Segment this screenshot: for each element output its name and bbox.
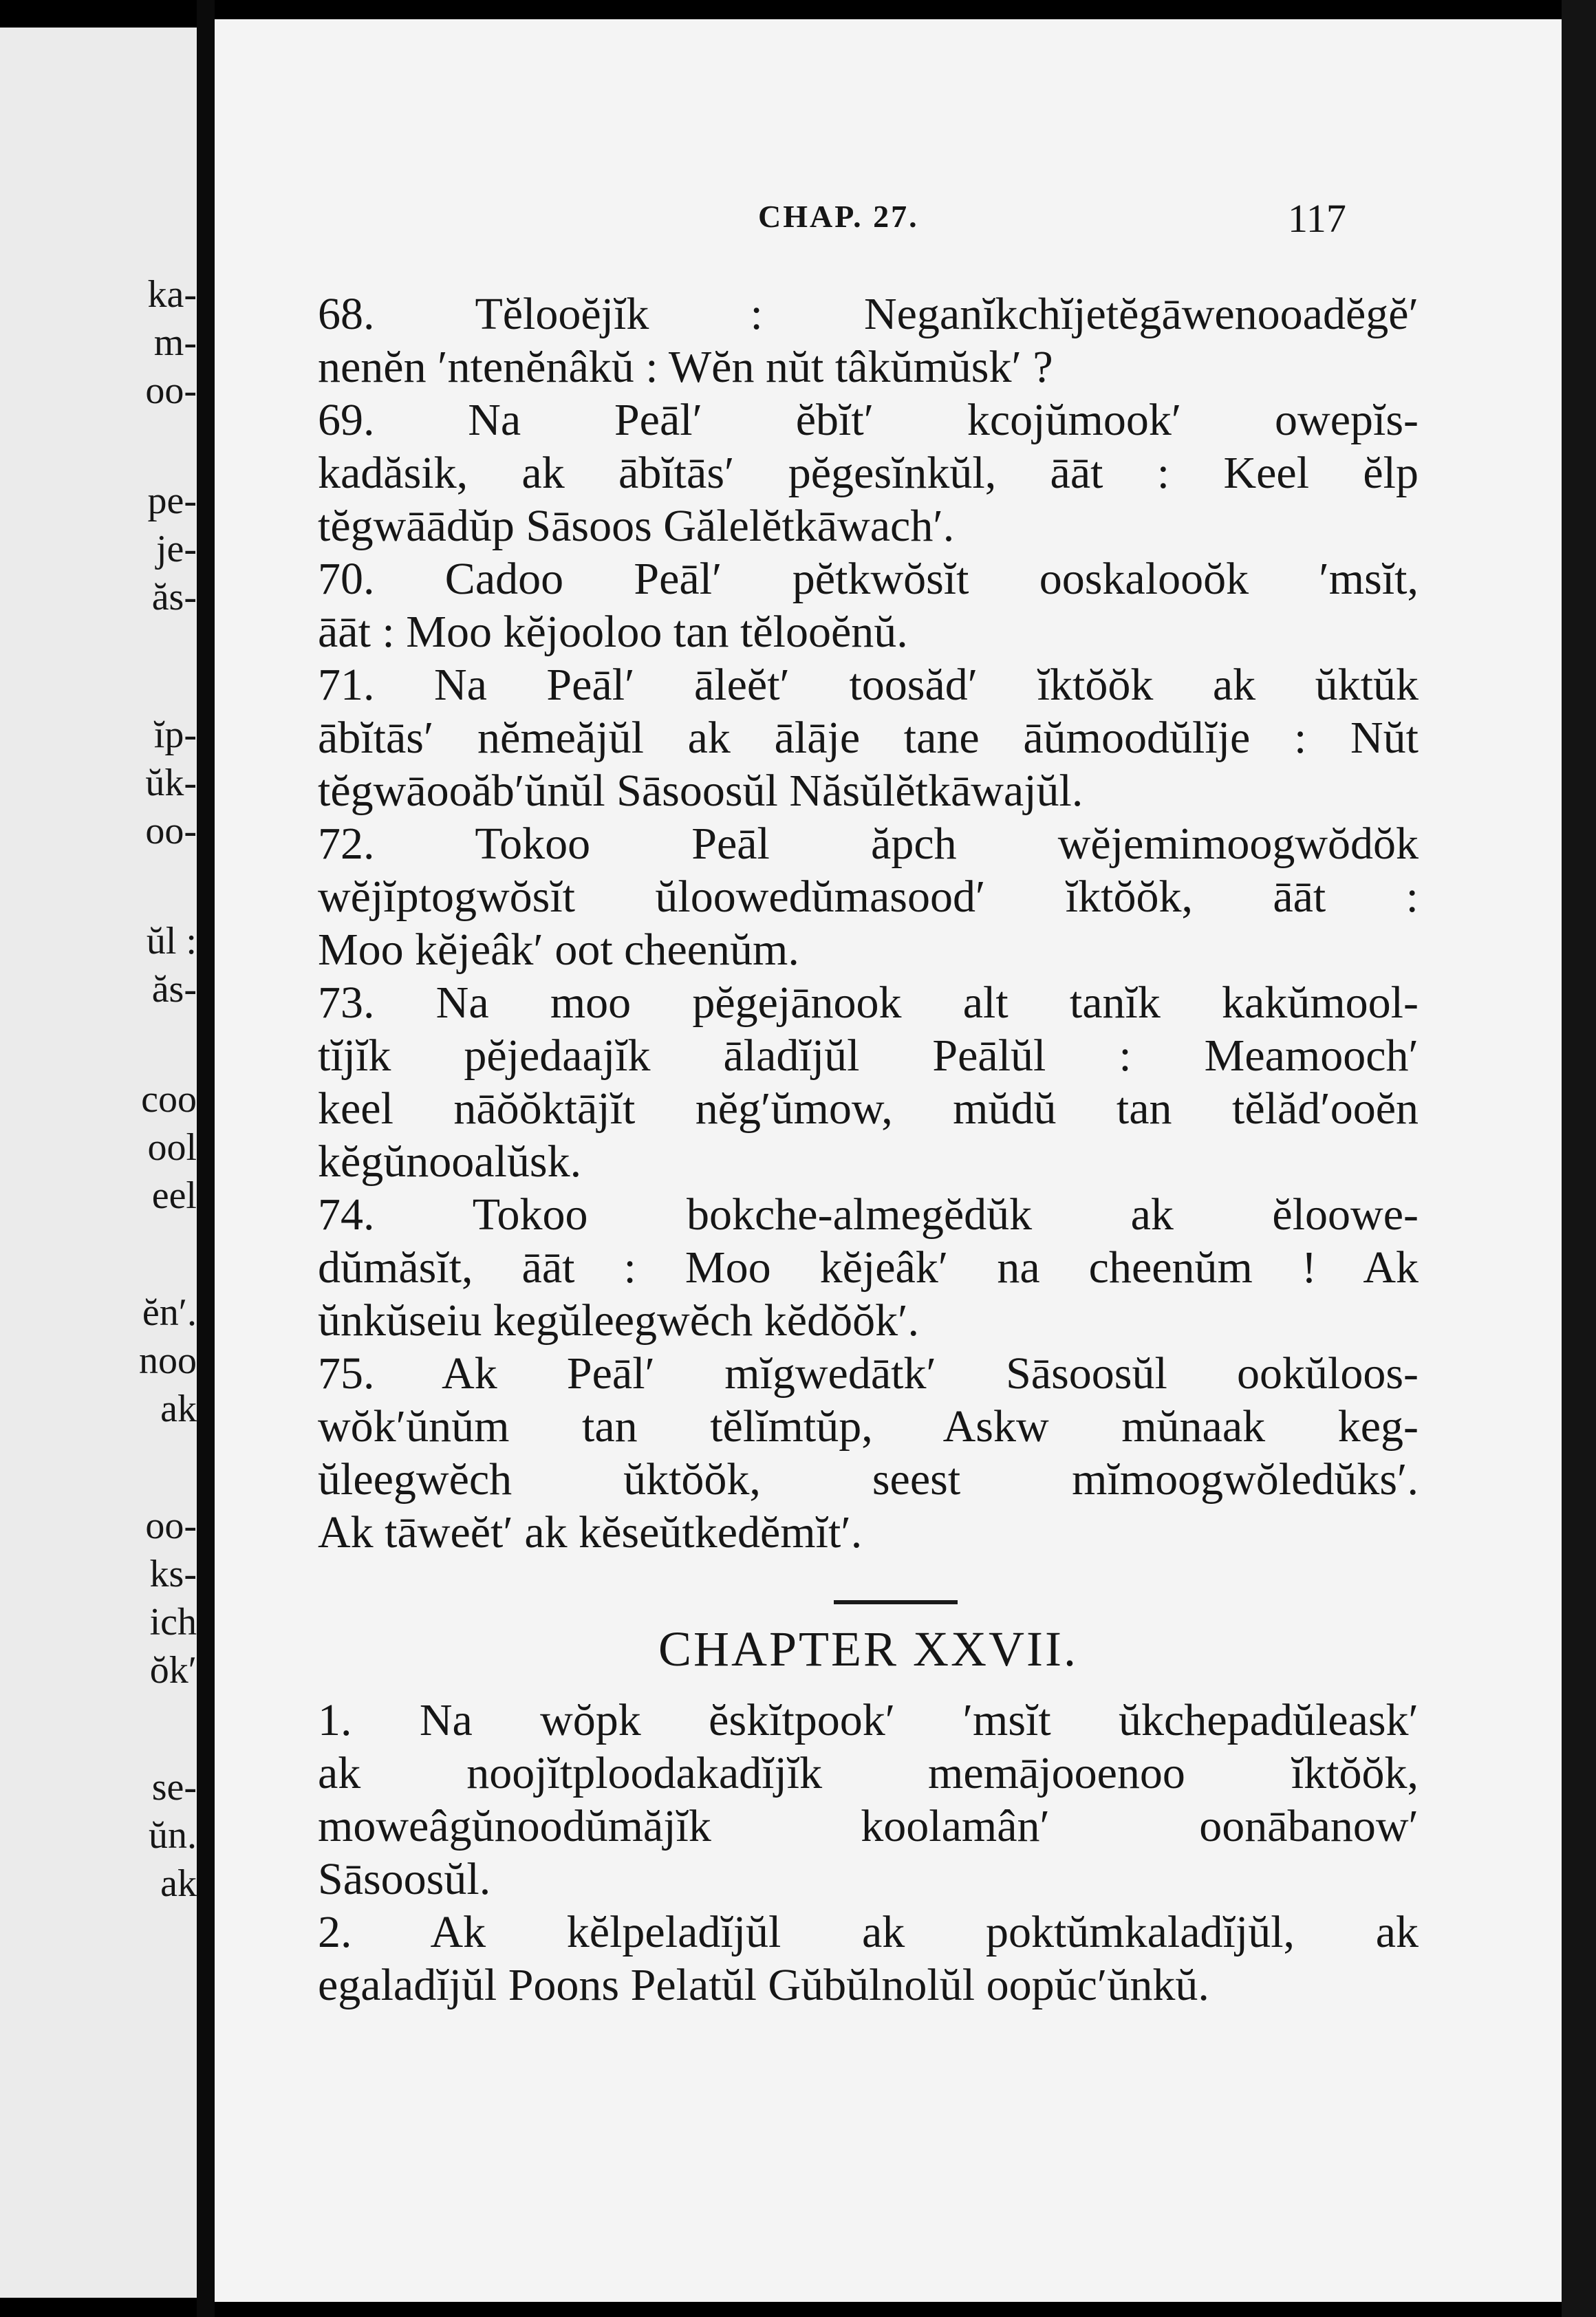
facing-page-word-fragment: ŭl : [146, 920, 197, 962]
verse-line: ŭleegwĕch ŭktŏŏk, seest mĭmoogwŏledŭks′. [318, 1454, 1419, 1505]
verse-paragraph [318, 552, 1419, 658]
verse-paragraph [318, 817, 1419, 976]
text-block [318, 288, 1419, 2012]
verse-paragraph [318, 658, 1419, 817]
facing-page-word-fragment: ăs- [151, 968, 197, 1011]
facing-page-word-fragment: ĕn′. [142, 1291, 197, 1334]
verse-line: Moo kĕjeâk′ oot cheenŭm. [318, 925, 799, 975]
chapter-verse-list [318, 1694, 1419, 2012]
verse-line: ak noojĭtploodakadĭjĭk memājooenoo ĭktŏŏk, [318, 1748, 1419, 1798]
verse-line: 70. Cadoo Peāl′ pĕtkwŏsĭt ooskalooŏk ′msĭt, [318, 554, 1419, 604]
verse-line: 72. Tokoo Peāl ăpch wĕjemimoogwŏdŏk [318, 819, 1419, 869]
verse-line: 75. Ak Peāl′ mĭgwedātk′ Sāsoosŭl ookŭloos- [318, 1348, 1419, 1399]
verse-line: nenĕn ′ntenĕnâkŭ : Wĕn nŭt tâkŭmŭsk′ ? [318, 342, 1053, 392]
page-number: 117 [1288, 196, 1346, 241]
verse-line: kadăsik, ak ābĭtās′ pĕgesĭnkŭl, āāt : Keel ĕlp [318, 448, 1419, 498]
facing-page-word-fragment: ool [147, 1126, 197, 1169]
verse-paragraph [318, 288, 1419, 394]
facing-page-word-fragment: ak [160, 1862, 197, 1905]
facing-page-word-fragment: m- [153, 321, 197, 364]
verse-line: Sāsoosŭl. [318, 1854, 491, 1904]
verse-line: 2. Ak kĕlpeladĭjŭl ak poktŭmkaladĭjŭl, ak [318, 1907, 1419, 1957]
book-page [215, 19, 1562, 2302]
facing-page-word-fragment: ks- [149, 1553, 197, 1595]
verse-line: wŏk′ŭnŭm tan tĕlĭmtŭp, Askw mŭnaak keg- [318, 1401, 1419, 1452]
verse-line: egaladĭjŭl Poons Pelatŭl Gŭbŭlnolŭl oopŭc′ŭnkŭ. [318, 1960, 1209, 2010]
verse-line: Ak tāweĕt′ ak kĕseŭtkedĕmĭt′. [318, 1507, 863, 1558]
facing-page-word-fragment: oo- [145, 369, 197, 412]
facing-page-word-fragment: noo [139, 1339, 197, 1382]
chapter-divider-rule [834, 1600, 958, 1604]
verse-line: āāt : Moo kĕjooloo tan tĕlooĕnŭ. [318, 607, 908, 657]
chapter-heading: CHAPTER XXVII. [658, 1621, 1078, 1677]
verse-line: 71. Na Peāl′ āleĕt′ toosăd′ ĭktŏŏk ak ŭktŭk [318, 660, 1419, 710]
facing-page-word-fragment: eel [151, 1174, 197, 1217]
verse-paragraph [318, 976, 1419, 1188]
verse-paragraph [318, 394, 1419, 552]
facing-page-word-fragment: ĭp- [153, 713, 197, 756]
running-title: CHAP. 27. [758, 199, 919, 234]
verse-paragraph [318, 1694, 1419, 1906]
facing-page-word-fragment: ŭn. [149, 1814, 197, 1857]
verse-line: wĕjĭptogwŏsĭt ŭloowedŭmasood′ ĭktŏŏk, āāt : [318, 872, 1419, 922]
verse-line: kĕgŭnooalŭsk. [318, 1136, 582, 1187]
facing-page-word-fragment: se- [151, 1766, 197, 1809]
facing-page-word-fragment: coo [141, 1078, 197, 1121]
verse-paragraph [318, 1188, 1419, 1347]
facing-page-word-fragment: je- [155, 528, 197, 570]
facing-page-word-fragment: ăs- [151, 576, 197, 618]
verse-line: tĕgwāooăb′ŭnŭl Sāsoosŭl Năsŭlĕtkāwajŭl. [318, 766, 1083, 816]
facing-page-word-fragment: ka- [147, 273, 197, 316]
facing-page-word-fragment: ich [149, 1601, 197, 1644]
verse-line: ŭnkŭseiu kegŭleegwĕch kĕdŏŏk′. [318, 1295, 920, 1346]
verse-line: keel nāŏŏktājĭt nĕg′ŭmow, mŭdŭ tan tĕlăd′ooĕn [318, 1084, 1419, 1134]
verse-list [318, 288, 1419, 1559]
facing-page-word-fragment: ŏk′ [149, 1649, 197, 1692]
verse-line: moweâgŭnoodŭmăjĭk koolamân′ oonābanow′ [318, 1801, 1419, 1851]
verse-line: 1. Na wŏpk ĕskĭtpook′ ′msĭt ŭkchepadŭleask′ [318, 1695, 1419, 1745]
verse-line: tĕgwāādŭp Sāsoos Gălelĕtkāwach′. [318, 501, 955, 551]
verse-paragraph [318, 1347, 1419, 1559]
facing-page-fragment [0, 28, 197, 2298]
right-page-edge [1562, 0, 1596, 2317]
verse-paragraph [318, 1906, 1419, 2012]
verse-line: 73. Na moo pĕgejānook alt tanĭk kakŭmool- [318, 978, 1419, 1028]
running-head [215, 198, 1562, 253]
facing-page-word-fragment: pe- [147, 479, 197, 522]
facing-page-word-fragment: oo- [145, 810, 197, 852]
verse-line: ābĭtās′ nĕmeăjŭl ak ālāje tane āŭmoodŭlĭje : Nŭt [318, 713, 1419, 763]
facing-page-word-fragment: oo- [145, 1505, 197, 1547]
verse-line: 69. Na Peāl′ ĕbĭt′ kcojŭmook′ owepĭs- [318, 395, 1419, 445]
verse-line: tĭjĭk pĕjedaajĭk āladĭjŭl Peālŭl : Meamooch′ [318, 1031, 1419, 1081]
verse-line: 74. Tokoo bokche-almegĕdŭk ak ĕloowe- [318, 1189, 1419, 1240]
verse-line: dŭmăsĭt, āāt : Moo kĕjeâk′ na cheenŭm ! Ak [318, 1242, 1419, 1293]
book-gutter [197, 0, 215, 2317]
facing-page-word-fragment: ak [160, 1388, 197, 1430]
facing-page-word-fragment: ŭk- [145, 762, 197, 804]
verse-line: 68. Tĕlooĕjĭk : Neganĭkchĭjetĕgāwenooadĕgĕ′ [318, 289, 1419, 339]
